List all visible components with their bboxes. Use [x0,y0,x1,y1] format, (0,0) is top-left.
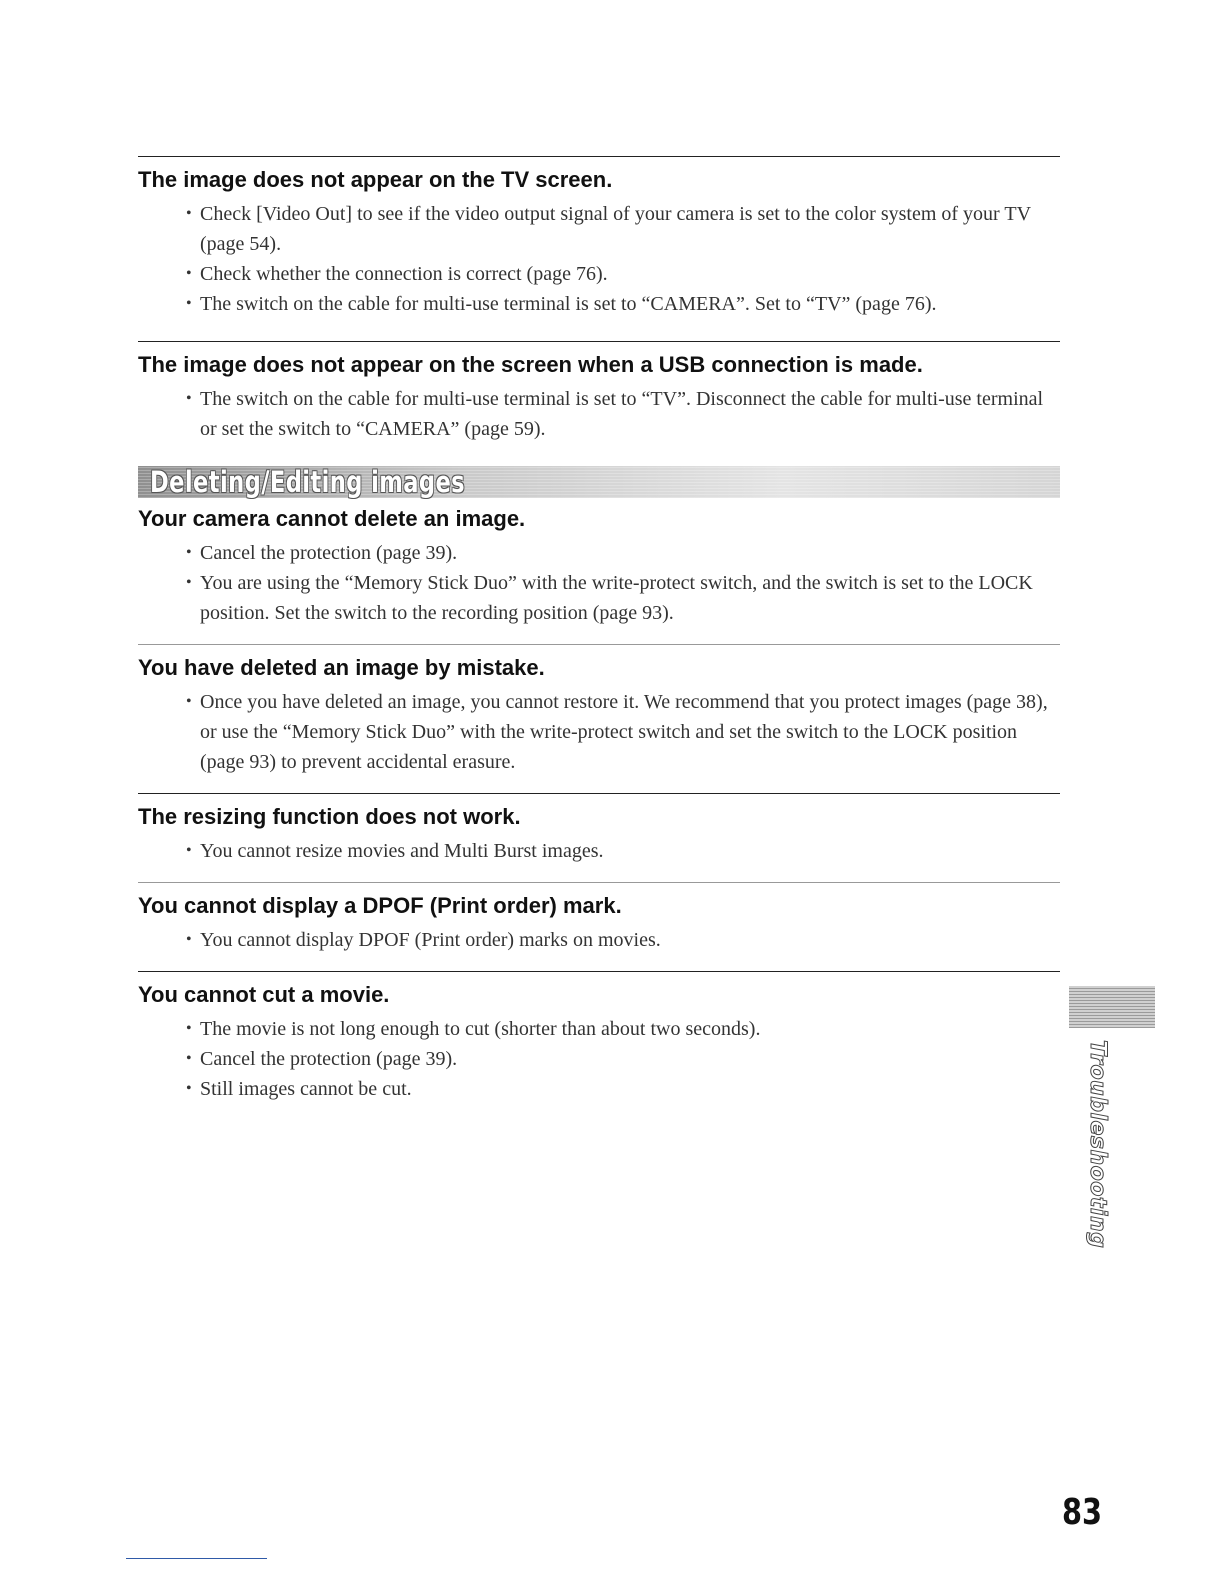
banner-title: Deleting/Editing images [150,465,466,499]
bullet-list [138,538,1060,628]
list-item: • You are using the “Memory Stick Duo” with the write-protect switch, and the switch is set to the LOCK position. Set the switch to the recording position (page 93). [188,568,1060,628]
section-cut-movie [138,971,1060,1104]
section-heading: The resizing function does not work. [138,804,521,829]
list-item: • The movie is not long enough to cut (shorter than about two seconds). [188,1014,1060,1044]
section-heading: You have deleted an image by mistake. [138,655,545,680]
list-item: • You cannot resize movies and Multi Burst images. [188,836,1060,866]
section-deleted-by-mistake [138,644,1060,777]
section-heading: Your camera cannot delete an image. [138,506,526,531]
list-item: • The switch on the cable for multi-use terminal is set to “CAMERA”. Set to “TV” (page 76). [188,289,1060,319]
footer-rule [126,1558,267,1559]
list-item: • The switch on the cable for multi-use terminal is set to “TV”. Disconnect the cable for multi-use terminal or set the switch to “CAMERA” (page 59). [188,384,1060,444]
bullet-list [138,836,1060,866]
section-resizing [138,793,1060,866]
list-item: • Check [Video Out] to see if the video output signal of your camera is set to the color system of your TV (page 54). [188,199,1060,259]
section-heading: The image does not appear on the TV screen. [138,167,613,192]
section-heading: You cannot display a DPOF (Print order) mark. [138,893,622,918]
section-tv-screen [138,156,1060,319]
page-number: 83 [1062,1492,1103,1533]
list-item: • Check whether the connection is correct (page 76). [188,259,1060,289]
bullet-list [138,1014,1060,1104]
list-item: • Cancel the protection (page 39). [188,1044,1060,1074]
bullet-list [138,384,1060,444]
bullet-list [138,199,1060,319]
side-tab-marker [1069,986,1155,1028]
list-item: • You cannot display DPOF (Print order) marks on movies. [188,925,1060,955]
bullet-list [138,687,1060,777]
list-item: • Still images cannot be cut. [188,1074,1060,1104]
section-usb-connection [138,341,1060,444]
section-heading: The image does not appear on the screen when a USB connection is made. [138,352,923,377]
section-cannot-delete [138,506,1060,628]
list-item: • Cancel the protection (page 39). [188,538,1060,568]
page-content [138,156,1060,1104]
category-banner [138,466,1060,498]
side-tab-label: Troubleshooting [1085,1040,1110,1249]
section-heading: You cannot cut a movie. [138,982,390,1007]
list-item: • Once you have deleted an image, you cannot restore it. We recommend that you protect images (page 38), or use the “Memory Stick Duo” with the write-protect switch and set the switch to the LOCK position (page 93) to prevent accidental erasure. [188,687,1060,777]
bullet-list [138,925,1060,955]
section-dpof [138,882,1060,955]
